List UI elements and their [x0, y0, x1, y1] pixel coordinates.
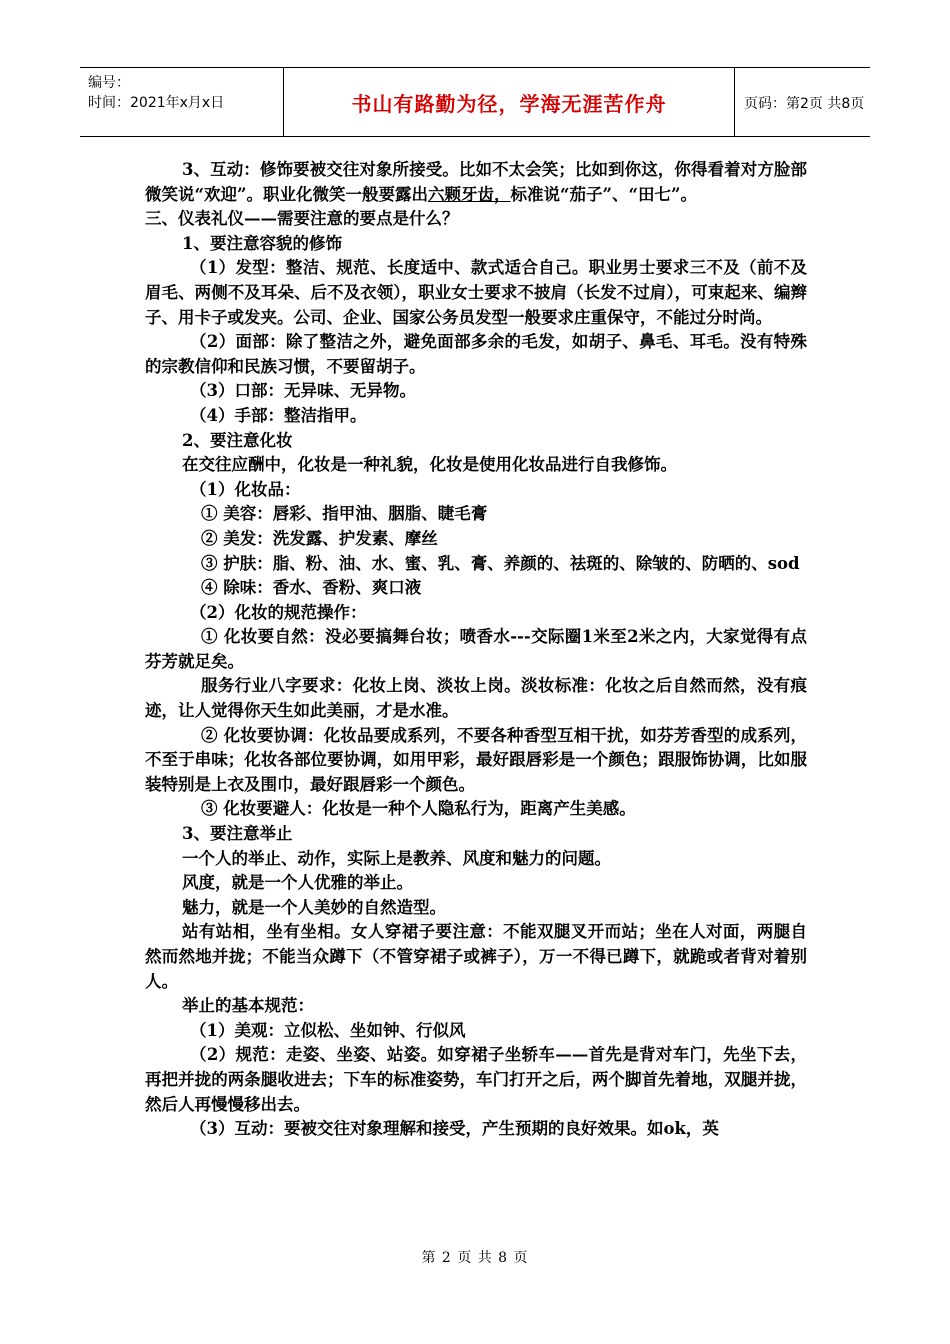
paragraph-interaction	[145, 158, 807, 207]
paragraph-hand: （4）手部：整洁指甲。	[190, 405, 367, 425]
paragraph-text: 服务行业八字要求：化妆上岗、淡妆上岗。淡妆标准：化妆之后自然而然，没有痕迹，让人觉得你天生如此美丽，才是水准。	[145, 676, 807, 721]
page-header	[80, 67, 870, 137]
header-motto: 书山有路勤为径，学海无涯苦作舟	[351, 92, 667, 116]
paragraph-text: 一个人的举止、动作，实际上是教养、风度和魅力的问题。	[182, 848, 611, 868]
list-item: （3）互动：要被交往对象理解和接受，产生预期的良好效果。如ok，英	[190, 1119, 719, 1139]
list-item: ① 美容：唇彩、指甲油、胭脂、睫毛膏	[201, 504, 488, 524]
list-item: （2）规范：走姿、坐姿、站姿。如穿裙子坐轿车——首先是背对车门，先坐下去，再把并拢的两条腿收进去；下车的标准姿势，车门打开之后，两个脚首先着地，双腿并拢，然后人再慢慢移出去。	[145, 1045, 807, 1114]
list-item: ③ 化妆要避人：化妆是一种个人隐私行为，距离产生美感。	[201, 799, 636, 819]
underlined-text: 六颗牙齿，	[427, 184, 511, 204]
list-item: ③ 护肤：脂、粉、油、水、蜜、乳、膏、养颜的、祛斑的、除皱的、防晒的、sod	[201, 553, 800, 573]
list-item: （1）美观：立似松、坐如钟、行似风	[190, 1020, 466, 1040]
header-page-cell	[734, 68, 870, 136]
paragraph-norms: （2）化妆的规范操作：	[190, 602, 367, 622]
paragraph-text: 标准说“茄子”、“田七”。	[510, 184, 697, 204]
header-meta	[80, 68, 283, 136]
subsection-heading: 2、要注意化妆	[182, 430, 293, 450]
subsection-heading: 3、要注意举止	[182, 824, 293, 844]
header-page-info: 页码：第2页 共8页	[744, 96, 865, 112]
paragraph-cosmetics: （1）化妆品：	[190, 479, 301, 499]
list-item: ② 美发：洗发露、护发素、摩丝	[201, 528, 438, 548]
subsection-heading: 1、要注意容貌的修饰	[182, 233, 342, 253]
paragraph-hair: （1）发型：整洁、规范、长度适中、款式适合自己。职业男士要求三不及（前不及眉毛、两侧不及耳朵、后不及衣领），职业女士要求不披肩（长发不过肩），可束起来、编辫子、用卡子或发夹。公司、企业、国家公务员发型一般要求庄重保守，不能过分时尚。	[145, 258, 807, 327]
page-footer: 第 2 页 共 8 页	[421, 1250, 529, 1266]
section-heading: 三、仪表礼仪——需要注意的要点是什么？	[145, 209, 459, 229]
document-body	[145, 158, 807, 1142]
document-number-label: 编号：	[88, 75, 130, 91]
paragraph-mouth: （3）口部：无异味、无异物。	[190, 381, 416, 401]
paragraph-text: 3、互动：修饰要被交往对象所接受。比如不太会笑；比如到你这，你得看着对方脸部微笑说“欢迎”。职业化微笑一般要露出	[145, 160, 807, 204]
list-item: ② 化妆要协调：化妆品要成系列，不要各种香型互相干扰，如芬芳香型的成系列，不至于串味；化妆各部位要协调，如用甲彩，最好跟唇彩是一个颜色；跟服饰协调，比如服装特别是上衣及围巾，最好跟唇彩一个颜色。	[145, 725, 807, 794]
paragraph-face: （2）面部：除了整洁之外，避免面部多余的毛发，如胡子、鼻毛、耳毛。没有特殊的宗教信仰和民族习惯，不要留胡子。	[145, 332, 807, 376]
paragraph-text: 魅力，就是一个人美妙的自然造型。	[182, 897, 446, 917]
list-item: ① 化妆要自然：没必要搞舞台妆；喷香水---交际圈1米至2米之内，大家觉得有点芬芳就足矣。	[145, 627, 807, 671]
paragraph-makeup-intro: 在交往应酬中，化妆是一种礼貌，化妆是使用化妆品进行自我修饰。	[182, 455, 677, 475]
paragraph-text: 站有站相，坐有坐相。女人穿裙子要注意：不能双腿叉开而站；坐在人对面，两腿自然而然地并拢；不能当众蹲下（不管穿裙子或裤子），万一不得已蹲下，就跪或者背对着别人。	[145, 922, 807, 991]
paragraph-text: 风度，就是一个人优雅的举止。	[182, 873, 413, 893]
paragraph-text: 举止的基本规范：	[182, 996, 314, 1016]
list-item: ④ 除味：香水、香粉、爽口液	[201, 578, 422, 598]
header-motto-cell	[283, 68, 735, 136]
document-date-label: 时间：2021年x月x日	[88, 95, 225, 111]
